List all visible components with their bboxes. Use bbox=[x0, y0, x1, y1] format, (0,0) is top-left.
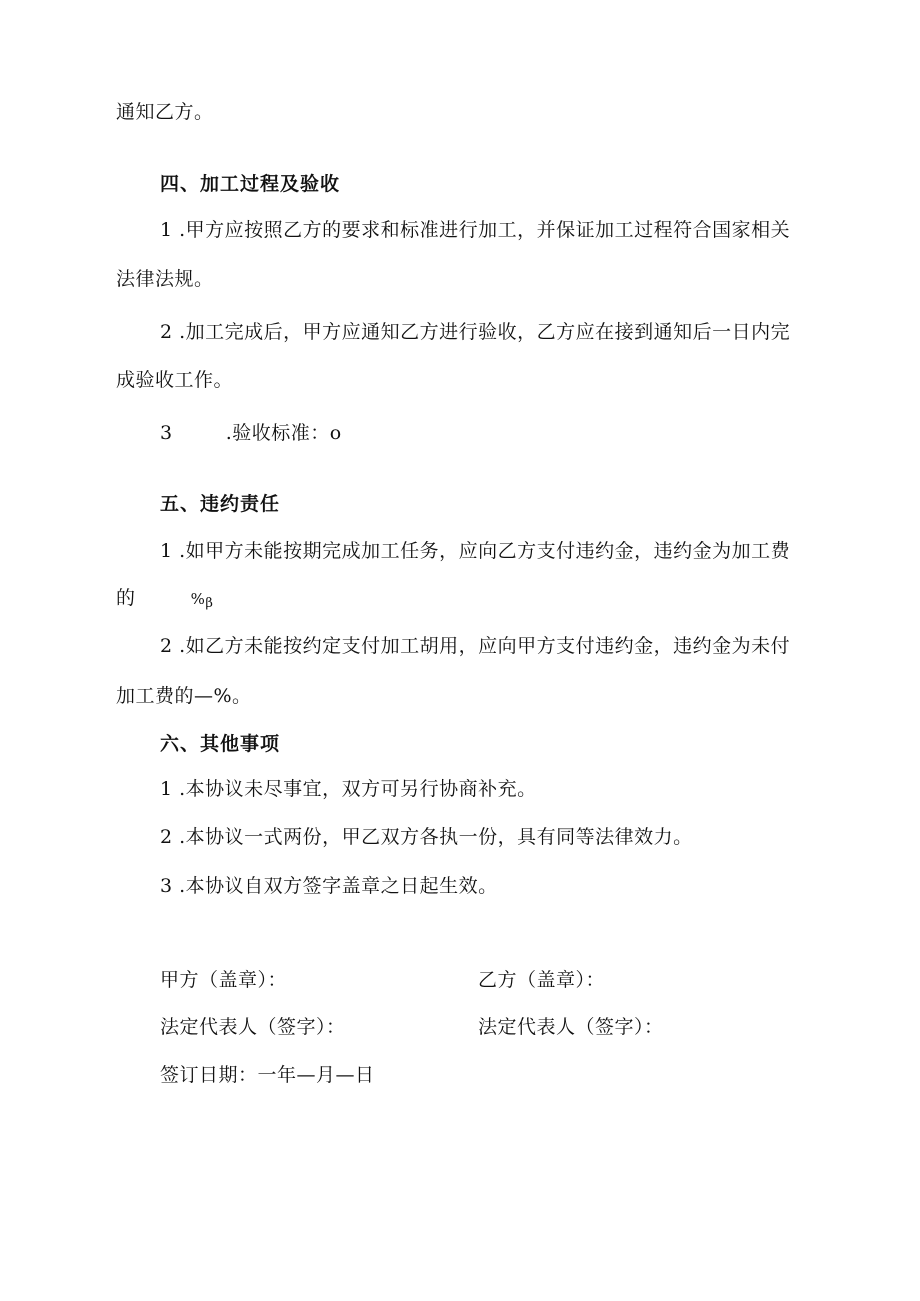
section-5-heading: 五、违约责任 bbox=[160, 493, 281, 515]
section-5-item-1-line-2 bbox=[116, 584, 213, 618]
section-5-item-1-sub: β bbox=[205, 596, 214, 611]
section-4-item-3-number: 3 bbox=[160, 422, 173, 444]
party-a-representative-label: 法定代表人（签字）： bbox=[160, 1016, 346, 1038]
party-a-seal-label: 甲方（盖章）： bbox=[160, 969, 288, 991]
section-5-item-1-line-1: 1 .如甲方未能按期完成加工任务，应向乙方支付违约金，违约金为加工费 bbox=[160, 540, 791, 562]
section-4-item-2-line-2: 成验收工作。 bbox=[116, 369, 234, 391]
signing-date-label: 签订日期：一年—月—日 bbox=[160, 1064, 375, 1086]
section-4-item-1-line-2: 法律法规。 bbox=[116, 268, 214, 290]
section-6-item-2: 2 .本协议一式两份，甲乙双方各执一份，具有同等法律效力。 bbox=[160, 826, 693, 848]
party-b-representative-label: 法定代表人（签字）： bbox=[478, 1016, 664, 1038]
section-6-heading: 六、其他事项 bbox=[160, 733, 281, 755]
section-6-item-3: 3 .本协议自双方签字盖章之日起生效。 bbox=[160, 875, 498, 897]
continuation-text: 通知乙方。 bbox=[116, 101, 214, 123]
section-4-item-3-text: .验收标准：o bbox=[225, 422, 342, 444]
section-4-item-2-line-1: 2 .加工完成后，甲方应通知乙方进行验收，乙方应在接到通知后一日内完 bbox=[160, 321, 791, 343]
section-4-heading: 四、加工过程及验收 bbox=[160, 173, 341, 195]
section-5-item-2-line-2: 加工费的—%。 bbox=[116, 685, 252, 707]
section-5-item-2-line-1: 2 .如乙方未能按约定支付加工胡用，应向甲方支付违约金，违约金为未付 bbox=[160, 635, 791, 657]
section-5-item-1-prefix: 的 bbox=[116, 587, 136, 609]
section-5-item-1-suffix: % bbox=[190, 590, 206, 608]
section-4-item-3 bbox=[160, 419, 342, 447]
section-6-item-1: 1 .本协议未尽事宜，双方可另行协商补充。 bbox=[160, 778, 537, 800]
section-4-item-1-line-1: 1 .甲方应按照乙方的要求和标准进行加工，并保证加工过程符合国家相关 bbox=[160, 219, 791, 241]
party-b-seal-label: 乙方（盖章）： bbox=[478, 969, 606, 991]
